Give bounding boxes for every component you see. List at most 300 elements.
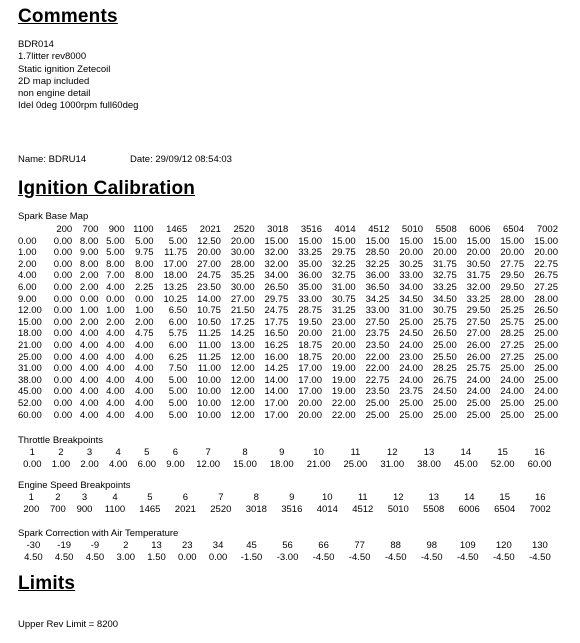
table-row bbox=[18, 552, 558, 564]
table-cell: 4.00 bbox=[79, 386, 99, 398]
table-cell: 21.00 bbox=[331, 328, 356, 340]
table-cell: 4.00 bbox=[106, 363, 125, 375]
table-cell: 27.25 bbox=[500, 351, 525, 363]
rpm-column-header: 700 bbox=[82, 224, 99, 235]
breakpoint-index: 4 bbox=[112, 492, 118, 503]
temperature-value: -30 bbox=[26, 540, 41, 551]
table-cell: 4.00 bbox=[106, 386, 125, 398]
table-cell: 17.00 bbox=[163, 258, 188, 270]
table-row bbox=[18, 247, 558, 259]
table-cell: 16.50 bbox=[264, 328, 289, 340]
table-cell: 5.00 bbox=[168, 409, 188, 421]
table-cell: 23.50 bbox=[197, 281, 221, 293]
table-cell: 26.00 bbox=[466, 339, 491, 351]
breakpoint-index: 16 bbox=[534, 492, 546, 503]
table-cell: 5.00 bbox=[135, 235, 154, 247]
table-cell: 15.00 bbox=[399, 235, 424, 247]
table-cell: 12.00 bbox=[230, 409, 255, 421]
correction-value: 4.50 bbox=[24, 551, 43, 563]
breakpoint-index: 6 bbox=[172, 447, 179, 458]
table-cell: 30.00 bbox=[230, 281, 255, 293]
table-cell: 26.75 bbox=[534, 270, 558, 282]
breakpoint-index: 14 bbox=[463, 492, 475, 503]
table-cell: 24.00 bbox=[534, 386, 558, 398]
table-cell: 25.00 bbox=[500, 397, 525, 409]
table-cell: 23.50 bbox=[365, 339, 390, 351]
table-cell: 0.00 bbox=[53, 328, 73, 340]
table-cell: 27.75 bbox=[500, 258, 525, 270]
table-cell: 25.00 bbox=[534, 339, 558, 351]
breakpoint-index: 11 bbox=[350, 447, 361, 458]
comment-line: BDR014 bbox=[18, 39, 54, 50]
table-cell: 24.00 bbox=[399, 363, 424, 375]
rpm-column-header: 4512 bbox=[368, 224, 390, 235]
table-cell: 19.00 bbox=[331, 363, 356, 375]
table-cell: 20.00 bbox=[298, 397, 322, 409]
table-cell: 34.00 bbox=[264, 270, 289, 282]
correction-value: -4.50 bbox=[456, 551, 479, 563]
breakpoint-value: 21.00 bbox=[306, 458, 331, 470]
breakpoint-index: 11 bbox=[357, 492, 368, 503]
table-cell: 13.00 bbox=[230, 339, 255, 351]
table-cell: 32.00 bbox=[264, 258, 289, 270]
load-row-header: 4.00 bbox=[18, 270, 37, 282]
table-cell: 35.00 bbox=[298, 281, 322, 293]
table-cell: 32.25 bbox=[331, 258, 356, 270]
breakpoint-index: 2 bbox=[58, 447, 64, 458]
table-cell: 0.00 bbox=[53, 363, 73, 375]
rpm-column-header: 5508 bbox=[435, 224, 457, 235]
table-cell: 22.75 bbox=[365, 374, 390, 386]
table-cell: 20.00 bbox=[466, 247, 491, 259]
correction-value: -4.50 bbox=[492, 551, 515, 563]
load-row-header: 60.00 bbox=[18, 409, 42, 421]
rpm-column-header: 3516 bbox=[300, 224, 322, 235]
comments-block bbox=[18, 39, 138, 113]
table-cell: 14.00 bbox=[264, 386, 289, 398]
breakpoint-index: 13 bbox=[428, 492, 440, 503]
comment-line: 2D map included bbox=[18, 75, 90, 87]
comment-line: non engine detail bbox=[18, 88, 91, 100]
table-row bbox=[18, 459, 558, 471]
correction-value: -4.50 bbox=[529, 551, 551, 563]
rpm-column-header: 1100 bbox=[133, 224, 154, 235]
table-cell: 24.00 bbox=[466, 386, 491, 398]
table-cell: 10.75 bbox=[197, 305, 221, 317]
table-cell: 12.00 bbox=[230, 363, 255, 375]
breakpoint-value: 4014 bbox=[316, 503, 338, 515]
table-row bbox=[18, 410, 558, 422]
table-cell: 25.00 bbox=[500, 409, 525, 421]
table-cell: 33.25 bbox=[432, 281, 457, 293]
breakpoint-value: 25.00 bbox=[343, 458, 368, 470]
load-row-header: 45.00 bbox=[18, 386, 42, 398]
table-cell: 28.50 bbox=[365, 247, 390, 259]
table-cell: 4.00 bbox=[135, 351, 154, 363]
table-row bbox=[18, 270, 558, 282]
table-cell: 25.75 bbox=[432, 316, 457, 328]
table-cell: 23.00 bbox=[331, 316, 356, 328]
temperature-value: 34 bbox=[212, 540, 224, 551]
table-cell: 17.75 bbox=[264, 316, 289, 328]
table-cell: 24.50 bbox=[399, 328, 424, 340]
table-cell: 23.75 bbox=[365, 328, 390, 340]
table-row bbox=[18, 398, 558, 410]
breakpoint-value: 5010 bbox=[387, 503, 409, 515]
table-cell: 30.50 bbox=[466, 258, 491, 270]
table-cell: 0.00 bbox=[53, 281, 73, 293]
temperature-value: 98 bbox=[426, 540, 438, 551]
temperature-value: 130 bbox=[531, 540, 548, 551]
breakpoint-index: 5 bbox=[144, 447, 150, 458]
correction-value: -4.50 bbox=[348, 551, 371, 563]
table-cell: 25.00 bbox=[534, 397, 558, 409]
table-cell: 12.00 bbox=[230, 374, 255, 386]
table-cell: 8.00 bbox=[79, 235, 99, 247]
table-corner-cell bbox=[18, 224, 46, 236]
correction-value: 4.50 bbox=[54, 551, 74, 563]
table-cell: 10.25 bbox=[163, 293, 188, 305]
table-cell: 0.00 bbox=[106, 293, 125, 305]
breakpoint-index: 1 bbox=[28, 492, 34, 503]
breakpoint-index: 8 bbox=[242, 447, 248, 458]
table-cell: 10.50 bbox=[197, 316, 221, 328]
spark-base-map-label: Spark Base Map bbox=[18, 211, 89, 222]
table-cell: 27.00 bbox=[197, 258, 221, 270]
temperature-value: -19 bbox=[57, 540, 72, 551]
table-cell: 22.00 bbox=[331, 397, 356, 409]
breakpoint-index: 7 bbox=[218, 492, 224, 503]
breakpoint-index: 15 bbox=[499, 492, 510, 503]
breakpoint-index: 1 bbox=[29, 447, 35, 458]
breakpoint-index: 5 bbox=[147, 492, 153, 503]
table-header-row bbox=[18, 224, 558, 236]
table-cell: 0.00 bbox=[53, 258, 73, 270]
table-cell: 20.00 bbox=[230, 235, 255, 247]
breakpoint-value: 5508 bbox=[423, 503, 445, 515]
table-cell: 25.00 bbox=[399, 409, 424, 421]
table-cell: 25.75 bbox=[500, 316, 525, 328]
air-temp-correction-label: Spark Correction with Air Temperature bbox=[18, 528, 179, 539]
table-cell: 20.00 bbox=[399, 247, 424, 259]
upper-rev-limit: Upper Rev Limit = 8200 bbox=[18, 619, 119, 630]
table-cell: 5.00 bbox=[106, 235, 125, 247]
table-cell: 15.00 bbox=[365, 235, 390, 247]
table-cell: 20.00 bbox=[298, 409, 322, 421]
table-cell: 26.75 bbox=[432, 374, 457, 386]
breakpoint-value: 6006 bbox=[458, 503, 480, 515]
table-cell: 27.25 bbox=[534, 281, 558, 293]
temperature-value: 77 bbox=[354, 540, 365, 551]
table-cell: 20.00 bbox=[331, 351, 356, 363]
table-cell: 31.25 bbox=[331, 305, 356, 317]
table-cell: 20.00 bbox=[298, 328, 322, 340]
table-cell: 2.00 bbox=[79, 281, 99, 293]
table-row bbox=[18, 540, 558, 552]
table-cell: 2.25 bbox=[135, 281, 154, 293]
table-row bbox=[18, 352, 558, 364]
breakpoint-index: 14 bbox=[460, 447, 472, 458]
name-field: Name: BDRU14 bbox=[18, 154, 87, 165]
table-cell: 15.00 bbox=[298, 235, 322, 247]
table-cell: 6.00 bbox=[168, 316, 188, 328]
table-cell: 36.50 bbox=[365, 281, 390, 293]
breakpoint-index: 9 bbox=[289, 492, 295, 503]
breakpoint-value: 18.00 bbox=[269, 458, 294, 470]
table-cell: 27.25 bbox=[500, 339, 525, 351]
table-cell: 17.00 bbox=[298, 386, 322, 398]
table-cell: 27.50 bbox=[365, 316, 390, 328]
table-cell: 0.00 bbox=[79, 293, 99, 305]
correction-value: 4.50 bbox=[85, 551, 105, 563]
table-cell: 25.00 bbox=[432, 339, 457, 351]
table-cell: 19.00 bbox=[331, 386, 356, 398]
table-cell: 25.00 bbox=[534, 374, 558, 386]
table-cell: 24.00 bbox=[500, 386, 525, 398]
engine-speed-breakpoints-table bbox=[18, 492, 558, 515]
table-cell: 14.00 bbox=[264, 374, 289, 386]
breakpoint-index: 3 bbox=[81, 492, 88, 503]
table-row bbox=[18, 328, 558, 340]
table-cell: 20.00 bbox=[432, 247, 457, 259]
table-cell: 17.25 bbox=[230, 316, 255, 328]
table-cell: 32.75 bbox=[331, 270, 356, 282]
breakpoint-value: 15.00 bbox=[233, 458, 257, 470]
breakpoint-value: 45.00 bbox=[453, 458, 478, 470]
table-cell: 8.00 bbox=[79, 258, 99, 270]
table-cell: 25.00 bbox=[432, 397, 457, 409]
table-cell: 25.00 bbox=[534, 409, 558, 421]
load-row-header: 2.00 bbox=[18, 258, 37, 270]
breakpoint-value: 60.00 bbox=[527, 458, 552, 470]
table-cell: 25.25 bbox=[500, 305, 525, 317]
table-cell: 28.25 bbox=[500, 328, 525, 340]
table-cell: 0.00 bbox=[135, 293, 154, 305]
throttle-breakpoints-table bbox=[18, 447, 558, 470]
table-cell: 19.50 bbox=[298, 316, 322, 328]
breakpoint-value: 700 bbox=[49, 503, 66, 515]
rpm-column-header: 7002 bbox=[536, 224, 558, 235]
breakpoint-index: 6 bbox=[182, 492, 188, 503]
table-cell: 35.25 bbox=[230, 270, 255, 282]
load-row-header: 52.00 bbox=[18, 397, 42, 409]
load-row-header: 15.00 bbox=[18, 316, 42, 328]
ignition-heading: Ignition Calibration bbox=[18, 178, 196, 199]
rpm-column-header: 900 bbox=[108, 224, 125, 235]
table-cell: 31.00 bbox=[399, 305, 424, 317]
table-cell: 29.50 bbox=[500, 281, 525, 293]
table-cell: 0.00 bbox=[53, 305, 73, 317]
table-cell: 25.00 bbox=[534, 316, 558, 328]
table-cell: 22.00 bbox=[331, 409, 356, 421]
table-cell: 0.00 bbox=[53, 386, 73, 398]
table-cell: 35.00 bbox=[298, 258, 322, 270]
table-cell: 31.75 bbox=[466, 270, 491, 282]
table-cell: 15.00 bbox=[534, 235, 558, 247]
table-cell: 4.00 bbox=[79, 409, 99, 421]
table-cell: 8.00 bbox=[135, 258, 154, 270]
table-cell: 26.50 bbox=[264, 281, 289, 293]
table-cell: 25.00 bbox=[534, 351, 558, 363]
table-cell: 24.75 bbox=[264, 305, 289, 317]
table-cell: 6.50 bbox=[168, 305, 188, 317]
spark-base-map-table bbox=[18, 224, 558, 421]
table-row bbox=[18, 386, 558, 398]
breakpoint-index: 12 bbox=[392, 492, 404, 503]
breakpoint-value: 7002 bbox=[529, 503, 551, 515]
table-cell: 9.00 bbox=[79, 247, 99, 259]
temperature-value: 45 bbox=[246, 540, 257, 551]
breakpoint-value: 52.00 bbox=[490, 458, 515, 470]
table-row bbox=[18, 363, 558, 375]
table-cell: 2.00 bbox=[79, 316, 99, 328]
table-cell: 21.50 bbox=[230, 305, 255, 317]
table-cell: 12.00 bbox=[230, 397, 255, 409]
breakpoint-value: 1465 bbox=[139, 503, 161, 515]
temperature-value: 66 bbox=[318, 540, 329, 551]
table-cell: 0.00 bbox=[53, 351, 73, 363]
table-cell: 0.00 bbox=[53, 316, 73, 328]
table-cell: 12.00 bbox=[230, 351, 255, 363]
temperature-value: 88 bbox=[390, 540, 401, 551]
table-cell: 30.25 bbox=[399, 258, 424, 270]
table-cell: 10.00 bbox=[197, 409, 221, 421]
table-cell: 4.00 bbox=[106, 374, 125, 386]
table-row bbox=[18, 340, 558, 352]
table-cell: 14.25 bbox=[264, 363, 289, 375]
breakpoint-value: 4512 bbox=[352, 503, 374, 515]
rpm-column-header: 2520 bbox=[233, 224, 255, 235]
table-cell: 24.00 bbox=[399, 374, 424, 386]
temperature-value: -9 bbox=[90, 540, 100, 551]
table-cell: 15.00 bbox=[500, 235, 525, 247]
table-cell: 20.00 bbox=[331, 339, 356, 351]
table-cell: 5.00 bbox=[168, 235, 188, 247]
table-cell: 33.25 bbox=[466, 293, 491, 305]
table-cell: 25.00 bbox=[466, 397, 491, 409]
table-cell: 25.00 bbox=[466, 409, 491, 421]
table-cell: 5.00 bbox=[106, 247, 125, 259]
table-cell: 30.00 bbox=[230, 247, 255, 259]
breakpoint-index: 12 bbox=[386, 447, 398, 458]
table-cell: 2.00 bbox=[106, 316, 125, 328]
correction-value: -4.50 bbox=[420, 551, 443, 563]
correction-value: -3.00 bbox=[276, 551, 299, 563]
table-row bbox=[18, 447, 558, 459]
table-cell: 15.00 bbox=[466, 235, 491, 247]
breakpoint-index: 7 bbox=[205, 447, 211, 458]
table-cell: 32.75 bbox=[432, 270, 457, 282]
comment-line: Static ignition Zetecoil bbox=[18, 63, 111, 75]
table-cell: 5.75 bbox=[168, 328, 188, 340]
table-cell: 16.25 bbox=[264, 339, 289, 351]
load-row-header: 18.00 bbox=[18, 328, 42, 340]
table-cell: 25.50 bbox=[432, 351, 457, 363]
table-cell: 4.00 bbox=[79, 374, 99, 386]
table-cell: 4.75 bbox=[135, 328, 154, 340]
correction-value: -4.50 bbox=[312, 551, 335, 563]
table-cell: 1.00 bbox=[79, 305, 99, 317]
table-cell: 6.00 bbox=[168, 339, 188, 351]
breakpoint-index: 4 bbox=[115, 447, 121, 458]
table-cell: 36.00 bbox=[365, 270, 390, 282]
table-cell: 0.00 bbox=[53, 270, 73, 282]
table-row bbox=[18, 259, 558, 271]
correction-value: 1.50 bbox=[147, 551, 166, 563]
table-cell: 0.00 bbox=[53, 339, 73, 351]
table-cell: 17.00 bbox=[264, 409, 289, 421]
table-cell: 25.00 bbox=[399, 316, 424, 328]
table-cell: 0.00 bbox=[53, 247, 73, 259]
table-cell: 25.00 bbox=[365, 409, 390, 421]
comment-line: Idel 0deg 1000rpm full60deg bbox=[18, 100, 139, 112]
breakpoint-value: 2.00 bbox=[80, 458, 99, 470]
table-cell: 23.50 bbox=[365, 386, 390, 398]
table-cell: 0.00 bbox=[53, 235, 73, 247]
table-cell: 32.00 bbox=[466, 281, 491, 293]
load-row-header: 1.00 bbox=[18, 247, 37, 259]
load-row-header: 21.00 bbox=[18, 339, 42, 351]
breakpoint-index: 3 bbox=[86, 447, 93, 458]
table-cell: 4.00 bbox=[106, 281, 125, 293]
table-cell: 33.25 bbox=[298, 247, 322, 259]
table-row bbox=[18, 236, 558, 248]
air-temp-correction-table bbox=[18, 540, 558, 563]
engine-speed-breakpoints-label: Engine Speed Breakpoints bbox=[18, 480, 131, 491]
breakpoint-value: 3018 bbox=[245, 503, 267, 515]
rpm-column-header: 200 bbox=[56, 224, 73, 235]
breakpoint-value: 1100 bbox=[104, 503, 126, 515]
breakpoint-value: 4.00 bbox=[108, 458, 128, 470]
table-cell: 25.00 bbox=[534, 363, 558, 375]
table-cell: 25.75 bbox=[466, 363, 491, 375]
table-cell: 14.25 bbox=[230, 328, 255, 340]
limits-heading: Limits bbox=[18, 573, 76, 594]
temperature-value: 56 bbox=[282, 540, 293, 551]
load-row-header: 31.00 bbox=[18, 363, 42, 375]
table-row bbox=[18, 305, 558, 317]
table-cell: 30.75 bbox=[432, 305, 457, 317]
temperature-value: 23 bbox=[182, 540, 193, 551]
table-cell: 15.00 bbox=[264, 235, 289, 247]
table-cell: 4.00 bbox=[135, 339, 154, 351]
breakpoint-value: 9.00 bbox=[166, 458, 185, 470]
table-cell: 17.00 bbox=[298, 374, 322, 386]
rpm-column-header: 6504 bbox=[502, 224, 525, 235]
table-cell: 18.00 bbox=[163, 270, 188, 282]
table-cell: 6.25 bbox=[168, 351, 188, 363]
breakpoint-value: 900 bbox=[76, 503, 93, 515]
table-cell: 4.00 bbox=[135, 363, 154, 375]
table-cell: 28.25 bbox=[432, 363, 457, 375]
table-cell: 10.00 bbox=[197, 374, 221, 386]
table-cell: 15.00 bbox=[432, 235, 457, 247]
table-cell: 26.50 bbox=[534, 305, 558, 317]
table-cell: 18.75 bbox=[298, 339, 322, 351]
table-cell: 23.00 bbox=[399, 351, 424, 363]
table-cell: 18.75 bbox=[298, 351, 322, 363]
table-cell: 24.75 bbox=[197, 270, 221, 282]
rpm-column-header: 5010 bbox=[401, 224, 424, 235]
table-cell: 29.75 bbox=[264, 293, 289, 305]
temperature-value: 2 bbox=[123, 540, 129, 551]
table-cell: 28.75 bbox=[298, 305, 322, 317]
table-cell: 28.00 bbox=[230, 258, 255, 270]
table-cell: 33.00 bbox=[399, 270, 424, 282]
table-cell: 25.00 bbox=[399, 397, 424, 409]
table-cell: 24.00 bbox=[466, 374, 491, 386]
date-field: Date: 29/09/12 08:54:03 bbox=[130, 154, 232, 165]
